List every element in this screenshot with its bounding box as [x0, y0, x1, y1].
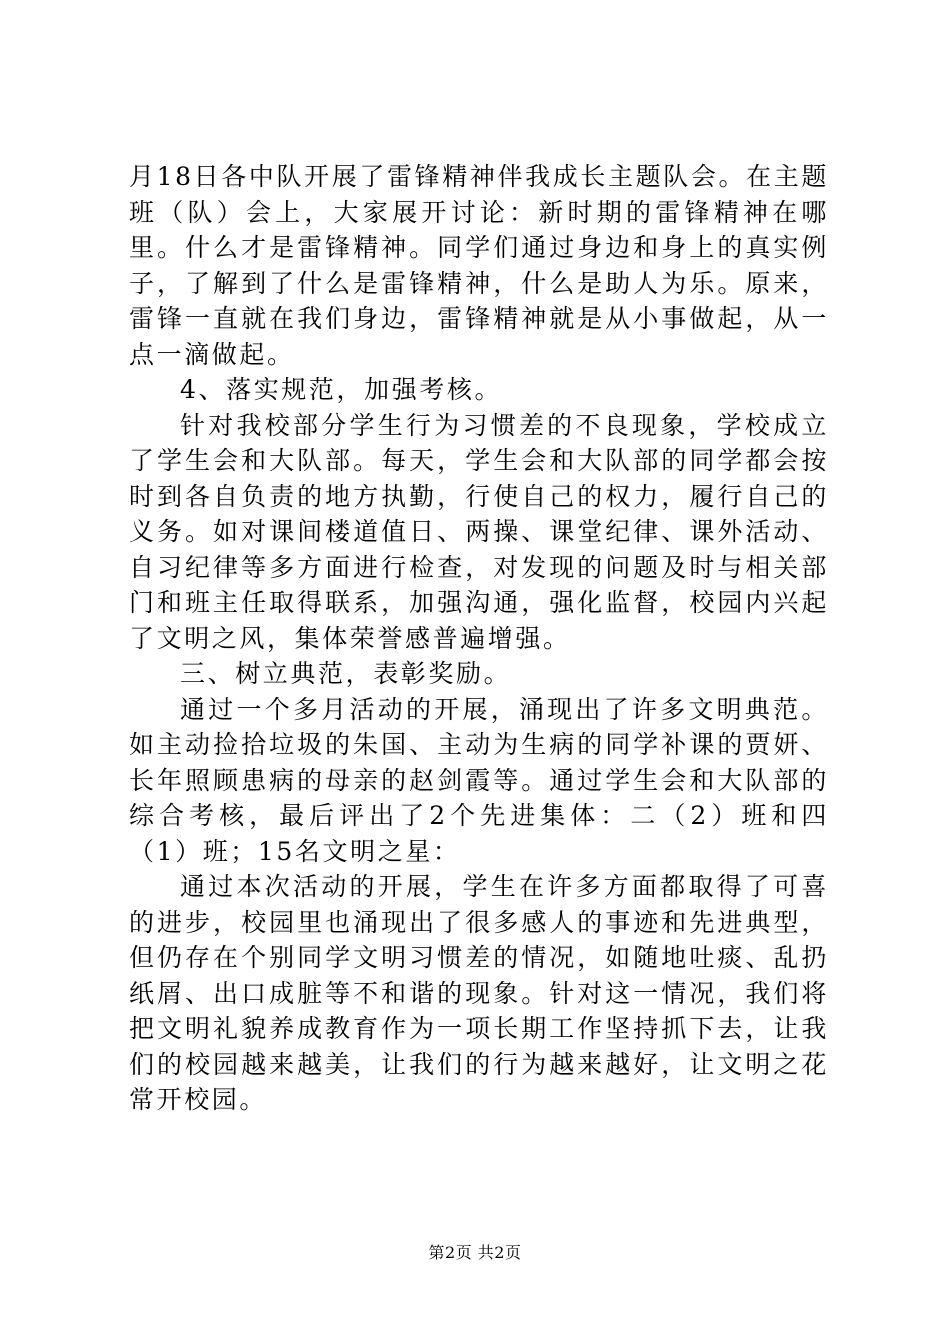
- heading-implement-norms: 4、落实规范，加强考核。: [180, 375, 503, 404]
- heading-set-examples: 三、树立典范，表彰奖励。: [180, 659, 512, 688]
- page-number-label: 第2页 共2页: [428, 1243, 522, 1262]
- page-footer: [0, 1243, 950, 1263]
- paragraph-student-council: 针对我校部分学生行为习惯差的不良现象，学校成立了学生会和大队部。每天，学生会和大队部的同学都会按时到各自负责的地方执勤，行使自己的权力，履行自己的义务。如对课间楼道值日、两操、课堂纪律、课外活动、自习纪律等多方面进行检查，对发现的问题及时与相关部门和班主任取得联系，加强沟通，强化监督，校园内兴起了文明之风，集体荣誉感普遍增强。: [129, 410, 829, 653]
- paragraph-civility-models: 通过一个多月活动的开展，涌现出了许多文明典范。如主动捡拾垃圾的朱国、主动为生病的同学补课的贾妍、长年照顾患病的母亲的赵剑霞等。通过学生会和大队部的综合考核，最后评出了2个先进集体：二（2）班和四（1）班；15名文明之星：: [129, 694, 829, 866]
- paragraph-conclusion: 通过本次活动的开展，学生在许多方面都取得了可喜的进步，校园里也涌现出了很多感人的事迹和先进典型，但仍存在个别同学文明习惯差的情况，如随地吐痰、乱扔纸屑、出口成脏等不和谐的现象。针对这一情况，我们将把文明礼貌养成教育作为一项长期工作坚持抓下去，让我们的校园越来越美，让我们的行为越来越好，让文明之花常开校园。: [129, 872, 829, 1114]
- document-body: [129, 159, 829, 1118]
- paragraph-leifeng-meeting: 月18日各中队开展了雷锋精神伴我成长主题队会。在主题班（队）会上，大家展开讨论：新时期的雷锋精神在哪里。什么才是雷锋精神。同学们通过身边和身上的真实例子，了解到了什么是雷锋精神，什么是助人为乐。原来，雷锋一直就在我们身边，雷锋精神就是从小事做起，从一点一滴做起。: [129, 162, 829, 369]
